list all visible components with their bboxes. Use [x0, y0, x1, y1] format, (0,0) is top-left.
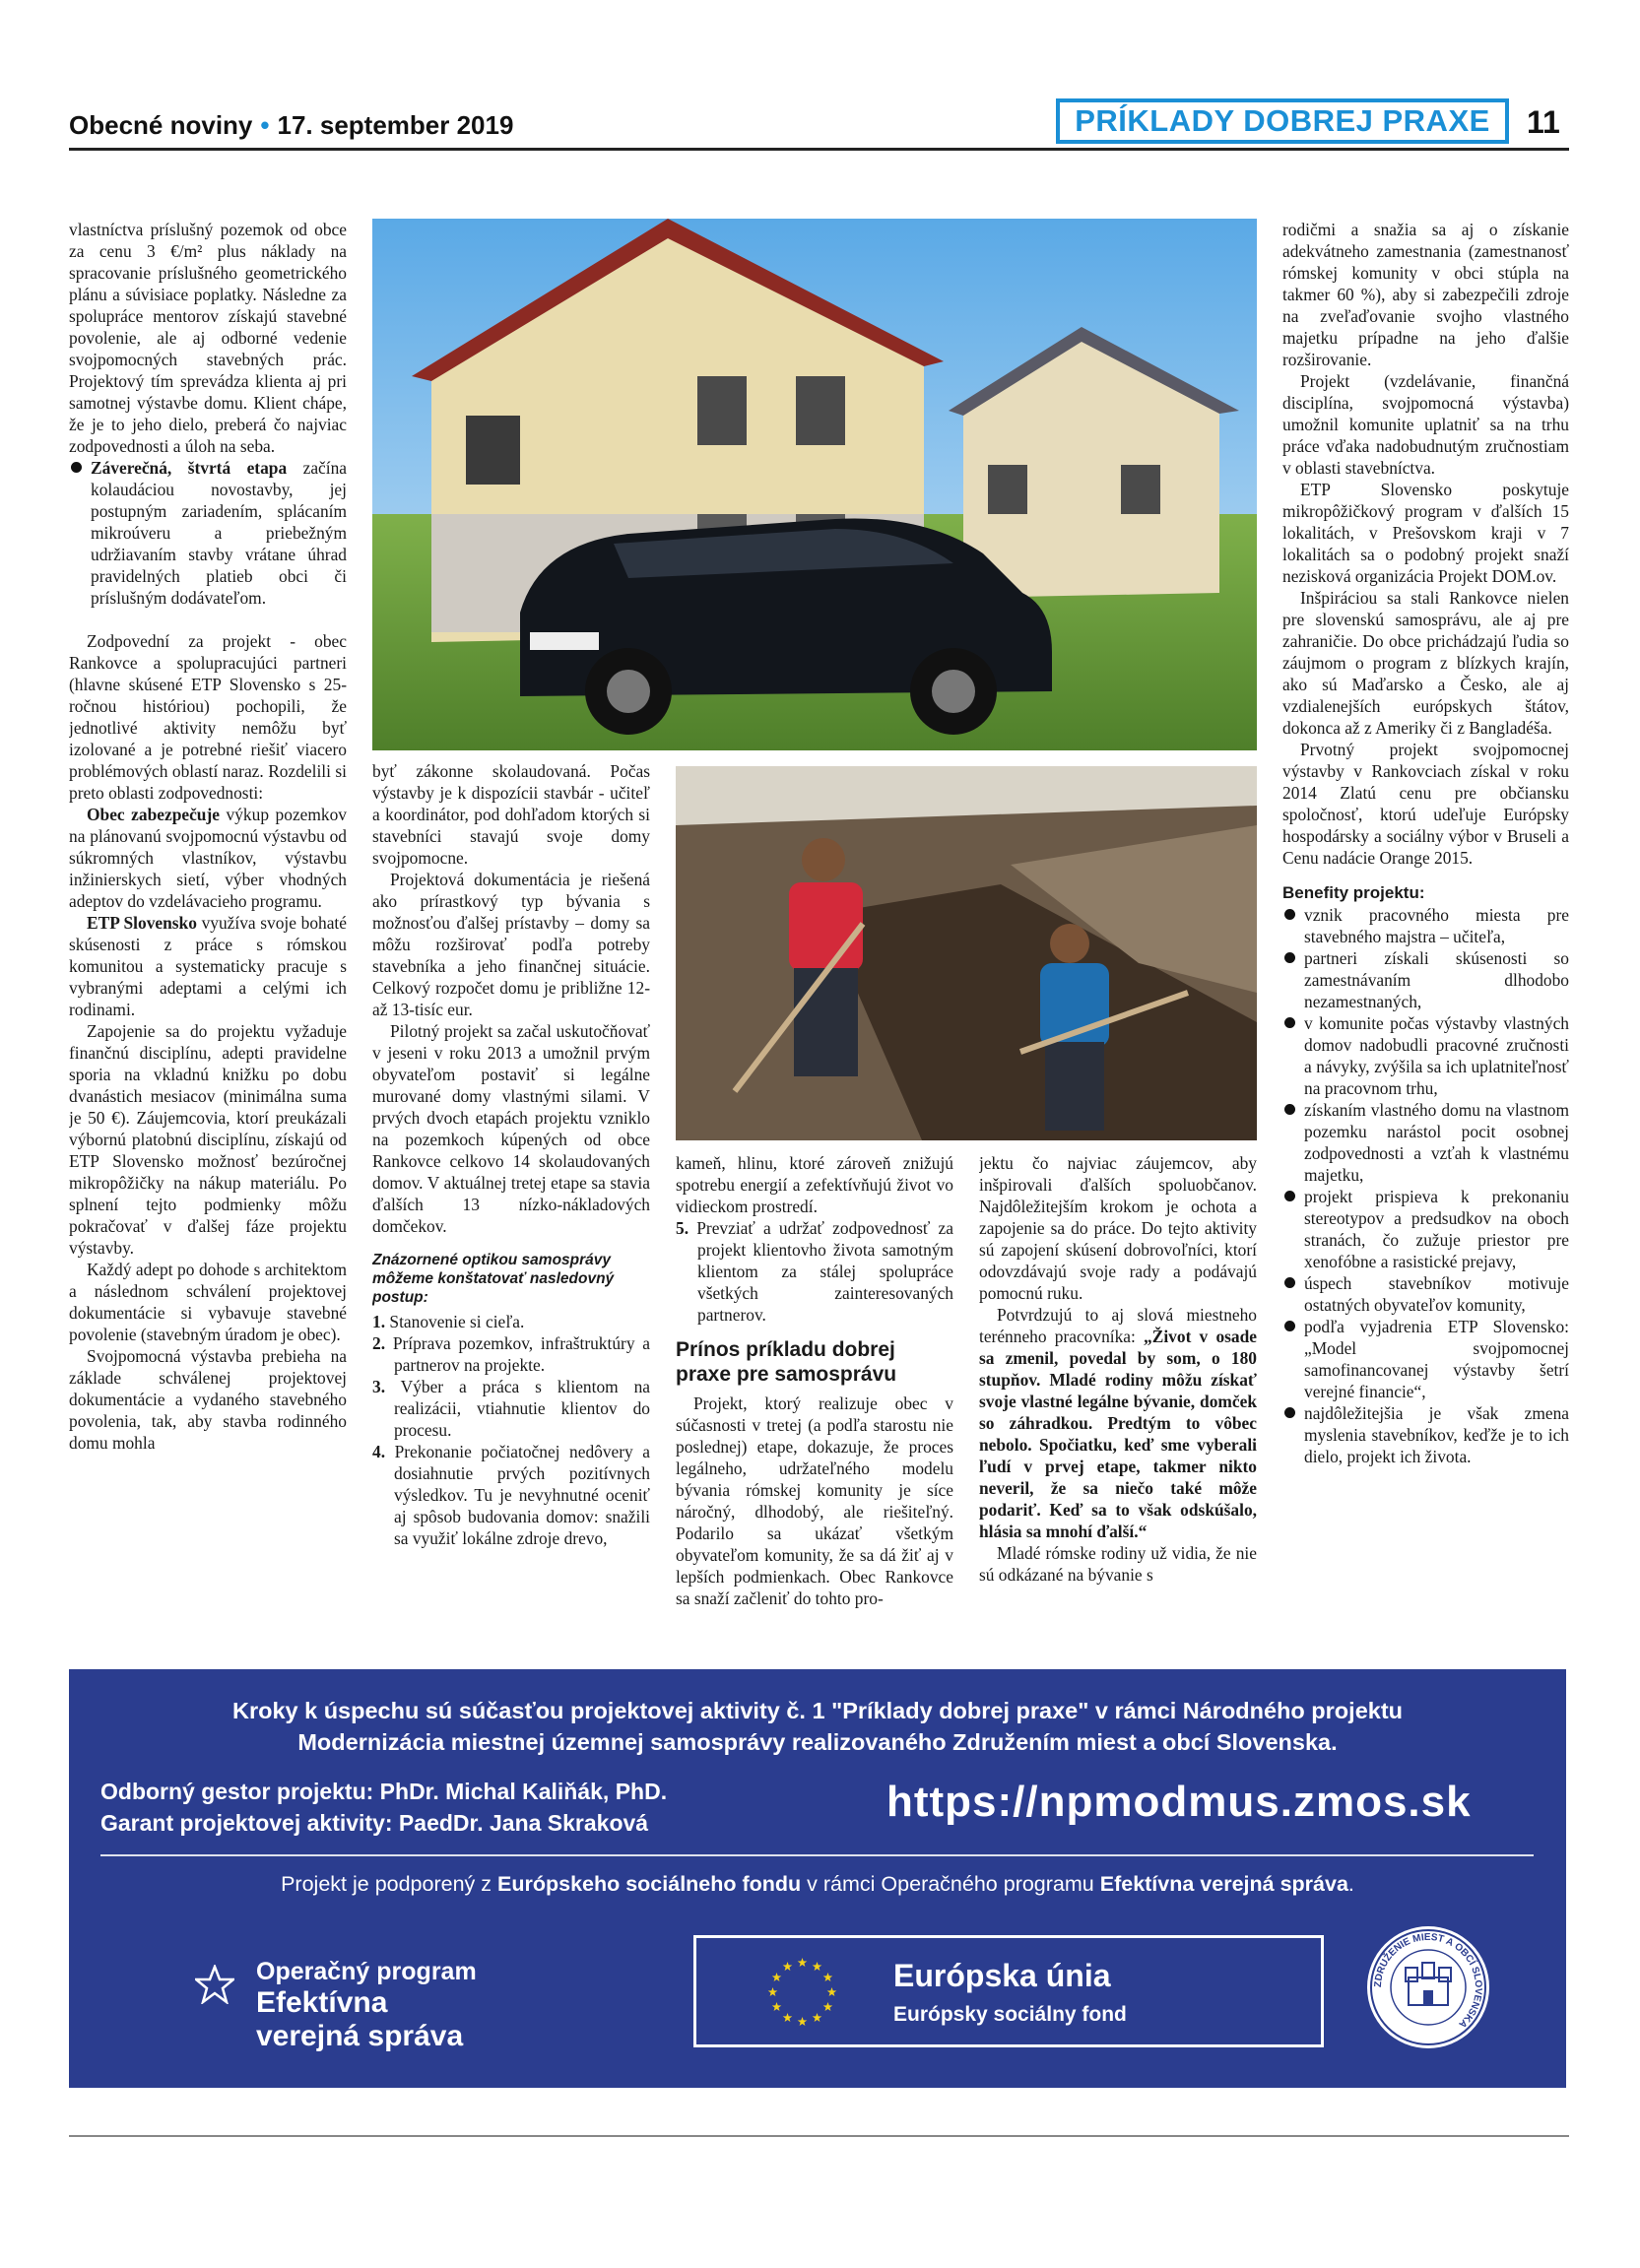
paragraph-lead: Obec zabezpečuje: [87, 805, 220, 824]
step-text: Stanovenie si cieľa.: [389, 1312, 525, 1331]
funding-text: .: [1347, 1872, 1354, 1896]
zmos-seal-logo: [1364, 1923, 1492, 2051]
benefit-item: úspech stavebníkov motivuje ostatných obyvateľov komunity,: [1282, 1272, 1569, 1316]
benefits-heading: Benefity projektu:: [1282, 883, 1425, 902]
op-line-1: Operačný program: [256, 1958, 477, 1985]
paragraph: ETP Slovensko poskytuje mikropôžičkový program v ďalších 15 lokalitách, v Prešovskom kraji v 7 lokalitách sa o podobný projekt snaží nezisková organizácia Projekt DOM.ov.: [1282, 480, 1569, 586]
funding-statement: [69, 1872, 1566, 1897]
garant-name: PaedDr. Jana Skraková: [392, 1810, 649, 1836]
funding-text: Projekt je podporený z: [281, 1872, 497, 1896]
paragraph: Projekt (vzdelávanie, finančná disciplína, svojpomocná výstavba) umožnil komunite uplatniť sa na trhu práce vďaka nadobudnutým zručnostiam v oblasti stavebníctva.: [1282, 371, 1569, 478]
eu-subtitle: Európsky sociálny fond: [893, 2003, 1127, 2026]
step-item: [676, 1217, 953, 1326]
masthead: [69, 110, 513, 141]
paragraph: jektu čo najviac záujemcov, aby inšpirovali ďalších spoluobčanov. Najdôležitejším krokom je ochota a zapojenie sa do práce. Do tejto aktivity sú zapojení skúsení dobrovoľníci, ktorí odovzdávajú svoje rady a podávajú pomocnú ruku.: [979, 1153, 1257, 1303]
paragraph: [979, 1304, 1257, 1542]
process-subheading: Znázornené optikou samosprávy môžeme konštatovať nasledovný postup:: [372, 1252, 615, 1306]
paragraph: Prvotný projekt svojpomocnej výstavby v Rankovciach získal v roku 2014 Zlatú cenu pre občiansku spoločnosť, ktorú udeľuje Európsky hospodársky a sociálny výbor v Bruseli a Cenu nadácie Orange 2015.: [1282, 740, 1569, 868]
step-number: 2.: [372, 1333, 386, 1353]
paragraph: vlastníctva príslušný pozemok od obce za cenu 3 €/m² plus náklady na spracovanie príslušného geometrického plánu a súvisiace poplatky. Následne za spolupráce mentorov získajú stavebné povolenie, ale aj odborné vedenie svojpomocných stavebných prác. Projektový tím sprevádza klienta aj pri samotnej výstavbe domu. Klient chápe, že je to jeho dielo, preberá čo najviac zodpovednosti a úloh na seba.: [69, 220, 347, 456]
footer-rule: [69, 2135, 1569, 2137]
step-number: 3.: [372, 1377, 386, 1396]
paragraph: Zodpovední za projekt - obec Rankovce a spolupracujúci partneri (hlavne skúsené ETP Slovensko s 25-ročnou históriou) pochopili, že jednotlivé aktivity nemôžu byť izolované a je potrebné riešiť viacero problémových oblastí naraz. Rozdelili si preto oblasti zodpovednosti:: [69, 631, 347, 803]
step-text: Výber a práca s klientom na realizácii, vtiahnutie klientov do procesu.: [394, 1377, 650, 1440]
newspaper-name: Obecné noviny: [69, 110, 253, 140]
article-column-5: [1282, 219, 1569, 1656]
benefit-item: v komunite počas výstavby vlastných domov nadobudli pracovné zručnosti a návyky, zvýšila sa ich uplatniteľnosť na pracovnom trhu,: [1282, 1012, 1569, 1099]
issue-date: 17. september 2019: [277, 110, 514, 140]
paragraph-text: výkup pozemkov na plánovanú svojpomocnú výstavbu od súkromných vlastníkov, výstavbu inžinierskych sietí, výber vhodných adeptov do vzdelávacieho programu.: [69, 805, 347, 911]
paragraph-lead: ETP Slovensko: [87, 913, 197, 933]
banner-intro: [69, 1695, 1566, 1758]
header-rule: [69, 148, 1569, 151]
article-column-4: [979, 1152, 1257, 1656]
op-line-3: verejná správa: [256, 2020, 464, 2052]
funding-text: v rámci Operačného programu: [801, 1872, 1100, 1896]
op-line-2: Efektívna: [256, 1986, 388, 2019]
star-icon: [195, 1965, 234, 2004]
step-item: [372, 1441, 650, 1549]
gestor-label: Odborný gestor projektu:: [100, 1779, 374, 1804]
bullet-lead: Záverečná, štvrtá etapa: [91, 458, 288, 478]
benefit-item: získaním vlastného domu na vlastnom pozemku narástol pocit osobnej zodpovednosti a vzťah k vlastnému majetku,: [1282, 1099, 1569, 1186]
eu-title: Európska únia: [893, 1958, 1111, 1993]
paragraph: Pilotný projekt sa začal uskutočňovať v jeseni v roku 2013 a umožnil prvým obyvateľom postaviť si legálne murované domy vlastnými silami. V prvých dvoch etapách projektu vzniklo na pozemkoch kúpených od obce Rankovce celkovo 14 skolaudovaných domov. V aktuálnej tretej etape sa stavia ďalších 13 nízko-nákladových domčekov.: [372, 1021, 650, 1236]
garant-label: Garant projektovej aktivity:: [100, 1810, 393, 1836]
step-number: 5.: [676, 1218, 689, 1238]
paragraph: rodičmi a snažia sa aj o získanie adekvátneho zamestnania (zamestnanosť rómskej komunity v obci stúpla na takmer 60 %), aby si zabezpečili zdroje na zveľaďovanie svojho vlastného majetku prípadne na jeho ďalšie rozširovanie.: [1282, 220, 1569, 369]
paragraph: Svojpomocná výstavba prebieha na základe schválenej projektovej dokumentácie a vydaného stavebného povolenia, tak, aby stavba rodinného domu mohla: [69, 1346, 347, 1453]
benefit-item: vznik pracovného miesta pre stavebného majstra – učiteľa,: [1282, 904, 1569, 947]
step-item: [372, 1332, 650, 1376]
paragraph: Inšpiráciou sa stali Rankovce nielen pre slovenskú samosprávu, ale aj pre zahraničie. Do obce prichádzajú ľudia so záujmom o program z blízkych krajín, ako sú Maďarsko a Česko, ale aj vzdialenejších európskych štátov, dokonca až z Ameriky či z Bangladéša.: [1282, 588, 1569, 738]
funding-fund-name: Európskeho sociálneho fondu: [497, 1872, 802, 1896]
benefit-item: podľa vyjadrenia ETP Slovensko: „Model svojpomocnej samofinancovanej výstavby šetrí verejné financie“,: [1282, 1316, 1569, 1402]
gestor-line: [100, 1776, 667, 1807]
benefit-item: partneri získali skúsenosti so zamestnávaním dlhodobo nezamestnaných,: [1282, 947, 1569, 1012]
header-separator: •: [260, 110, 270, 140]
bullet-text: začína kolaudáciou novostavby, jej postupným zariadením, splácaním mikroúveru a priebežným udržiavaním stavby vrátane úhrad pravidelných platieb obci či príslušným dodávateľom.: [91, 458, 347, 608]
benefit-item: najdôležitejšia je však zmena myslenia stavebníkov, keďže je to ich dielo, projekt ich života.: [1282, 1402, 1569, 1467]
article-column-1: [69, 219, 347, 1656]
operational-program-logo: [256, 1957, 477, 2053]
paragraph: [69, 804, 347, 912]
eu-flag-icon: [741, 1950, 864, 2035]
funding-program-name: Efektívna verejná správa: [1099, 1872, 1348, 1896]
paragraph: Mladé rómske rodiny už vidia, že nie sú odkázané na bývanie s: [979, 1543, 1257, 1585]
gestor-name: PhDr. Michal Kaliňák, PhD.: [373, 1779, 668, 1804]
workers-digging-trench-photo: [676, 766, 1257, 1140]
step-text: Prekonanie počiatočnej nedôvery a dosiahnutie prvých pozitívnych výsledkov. Tu je nevyhnutné oceniť aj spôsob budovania domov: snažili sa využiť lokálne zdroje drevo,: [394, 1442, 650, 1548]
paragraph: Projektová dokumentácia je riešená ako prírastkový typ bývania s možnosťou ďalšej prístavby – domy sa môžu rozširovať podľa potreby stavebníka a jeho finančnej situácie. Celkový rozpočet domu je približne 12- až 13-tisíc eur.: [372, 870, 650, 1019]
workers-photo-illustration: [676, 766, 1257, 1140]
paragraph: Zapojenie sa do projektu vyžaduje finančnú disciplínu, adepti pravidelne sporia na vkladnú knižku po dobu dvanástich mesiacov (minimálna suma je 50 €). Záujemcovia, ktorí preukázali výbornú platobnú disciplínu, získajú od ETP Slovensko možnosť bezúročnej mikropôžičky na nákup materiálu. Po splnení tejto podmienky môžu pokračovať v ďalšej fáze projektu výstavby.: [69, 1021, 347, 1258]
step-text: Prevziať a udržať zodpovednosť za projekt klientovho života samotným klientom za stálej spolupráce všetkých zainteresovaných partnerov.: [696, 1218, 953, 1325]
banner-divider: [100, 1854, 1534, 1856]
garant-line: [100, 1807, 667, 1839]
seal-text: ZDRUŽENIE MIEST A OBCÍ SLOVENSKA: [1372, 1931, 1484, 2030]
section-label-box: [1056, 98, 1509, 144]
paragraph: byť zákonne skolaudovaná. Počas výstavby je k dispozícii stavbár - učiteľ a koordinátor, pod dohľadom ktorých si stavebníci stavajú svoje domy svojpomocne.: [372, 761, 650, 868]
paragraph: Projekt, ktorý realizuje obec v súčasnosti v tretej (a podľa starostu nie poslednej) etape, dokazuje, že proces legálneho, udržateľného modelu bývania rómskej komunity je síce náročný, dlhodobý, ale riešiteľný. Podarilo sa ukázať všetkým obyvateľom komunity, že sa dá žiť aj v lepších podmienkach. Obec Rankovce sa snaží začleniť do tohto pro-: [676, 1393, 953, 1608]
project-url-link[interactable]: https://npmodmus.zmos.sk: [886, 1778, 1472, 1826]
quote-intro: Potvrdzujú to aj slová miestneho terénneho pracovníka:: [979, 1305, 1257, 1346]
article-column-2: [372, 760, 650, 1656]
step-number: 1.: [372, 1312, 386, 1331]
quote-text: „Život v osade sa zmenil, povedal by som, o 180 stupňov. Mladé rodiny môžu získať svoje vlastné legálne bývanie, domček so záhradkou. Predtým to vôbec nebolo. Spočiatku, keď sme vyberali ľudí v prvej etape, takmer nikto neveril, že sa niečo také môže podariť. Keď sa to však odskúšalo, hlásia sa mnohí ďalší.“: [979, 1327, 1257, 1541]
paragraph: kameň, hlinu, ktoré zároveň znižujú spotrebu energií a zefektívňujú život vo vidieckom prostredí.: [676, 1153, 953, 1216]
paragraph: Každý adept po dohode s architektom a následnom schválení projektovej dokumentácie si vybavuje stavebné povolenie (stavebným úradom je obec).: [69, 1260, 347, 1344]
section-title: PRÍKLADY DOBREJ PRAXE: [1075, 103, 1490, 138]
banner-intro-line-2: Modernizácia miestnej územnej samosprávy realizovaného Združením miest a obcí Slovenska.: [297, 1729, 1338, 1755]
paragraph-text: využíva svoje bohaté skúsenosti z práce s rómskou komunitou a systematicky pracuje s vybranými adeptami a celými ich rodinami.: [69, 913, 347, 1019]
banner-people: [100, 1776, 667, 1839]
article-column-3: [676, 1152, 953, 1656]
section-heading: Prínos príkladu dobrej praxe pre samosprávu: [676, 1338, 897, 1386]
paragraph: [69, 912, 347, 1020]
page-number: 11: [1527, 104, 1560, 140]
bullet-item: [69, 457, 347, 609]
houses-photo-illustration: [372, 219, 1257, 750]
step-number: 4.: [372, 1442, 386, 1461]
benefit-item: projekt prispieva k prekonaniu stereotypov a predsudkov na oboch stranách, čo zužuje priestor pre xenofóbne a rasistické prejavy,: [1282, 1186, 1569, 1272]
step-text: Príprava pozemkov, infraštruktúry a partnerov na projekte.: [392, 1333, 650, 1375]
eu-logo-box: [693, 1935, 1324, 2047]
banner-intro-line-1: Kroky k úspechu sú súčasťou projektovej aktivity č. 1 "Príklady dobrej praxe" v rámci Národného projektu: [231, 1698, 1404, 1723]
step-item: [372, 1311, 650, 1332]
houses-and-car-photo: [372, 219, 1257, 750]
project-info-banner: [69, 1669, 1566, 2088]
step-item: [372, 1376, 650, 1441]
